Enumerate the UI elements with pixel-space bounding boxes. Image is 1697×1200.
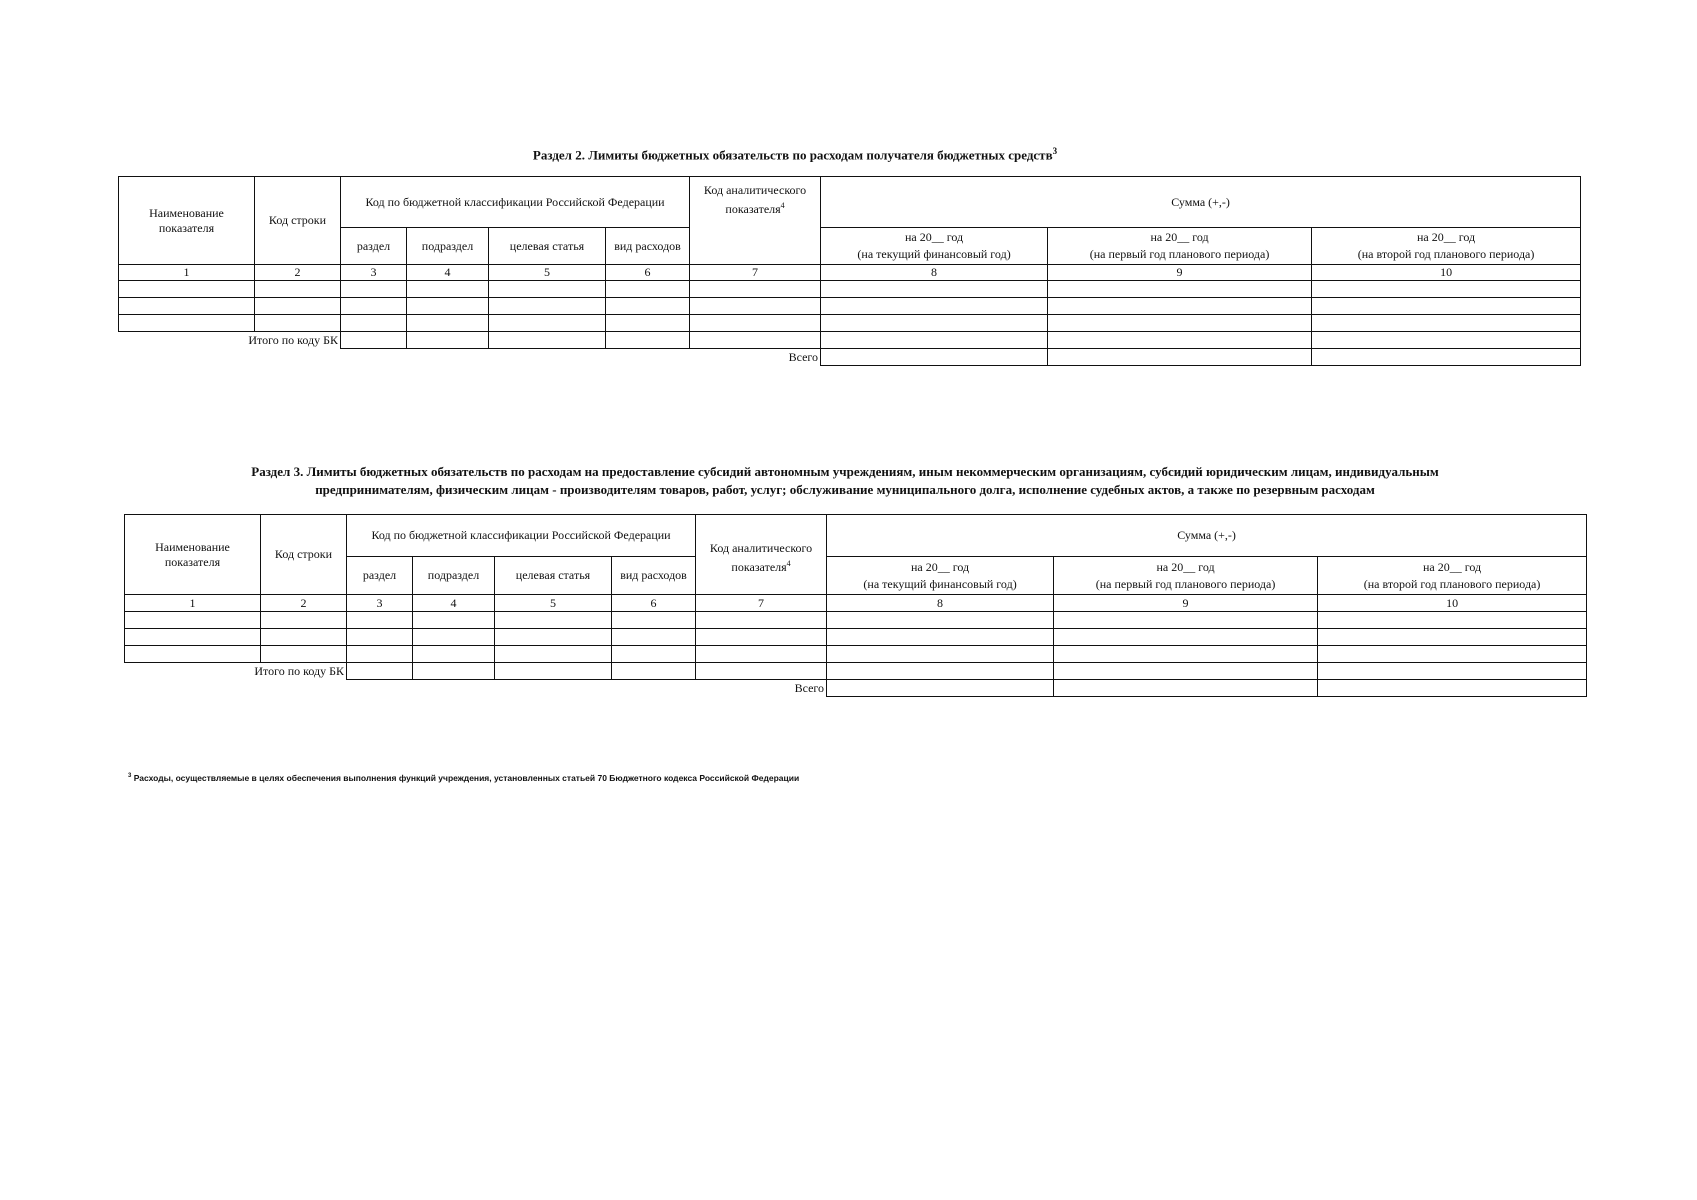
column-number: 3 — [347, 595, 413, 612]
input-cell[interactable] — [495, 612, 612, 629]
header-year-current-label: на 20__ год — [910, 559, 970, 574]
input-cell[interactable] — [125, 646, 261, 663]
table-row — [119, 298, 1581, 315]
section-2-title-text: Раздел 2. Лимиты бюджетных обязательств по расходам получателя бюджетных средств — [532, 147, 1053, 163]
column-number: 5 — [489, 265, 606, 281]
section-2-table — [118, 176, 1581, 366]
column-number: 7 — [690, 265, 821, 281]
input-cell[interactable] — [347, 612, 413, 629]
input-cell[interactable] — [1054, 612, 1318, 629]
input-cell[interactable] — [413, 646, 495, 663]
table-row — [125, 646, 1587, 663]
column-number: 2 — [255, 265, 341, 281]
input-cell[interactable] — [489, 281, 606, 298]
table-row — [125, 612, 1587, 629]
header-year-current-note: (на текущий финансовый год) — [857, 247, 1011, 261]
input-cell[interactable] — [407, 298, 489, 315]
input-cell[interactable] — [125, 629, 261, 646]
input-cell[interactable] — [821, 281, 1048, 298]
header-analytic-footnote-mark: 4 — [786, 559, 791, 568]
input-cell[interactable] — [261, 612, 347, 629]
header-target-article: целевая статья — [495, 557, 612, 595]
input-cell[interactable] — [1048, 315, 1312, 332]
input-cell[interactable] — [1054, 663, 1318, 680]
input-cell[interactable] — [696, 612, 827, 629]
input-cell[interactable] — [612, 663, 696, 680]
input-cell[interactable] — [696, 629, 827, 646]
input-cell[interactable] — [1318, 680, 1587, 697]
input-cell[interactable] — [1048, 298, 1312, 315]
column-number: 1 — [125, 595, 261, 612]
header-row-code: Код строки — [255, 177, 341, 265]
header-row-code: Код строки — [261, 515, 347, 595]
header-indicator-name: Наименование показателя — [125, 515, 261, 595]
header-analytic-code-text: Код аналитического показателя — [709, 541, 813, 574]
header-section: раздел — [347, 557, 413, 595]
section-3-title — [120, 463, 1570, 499]
input-cell[interactable] — [827, 663, 1054, 680]
input-cell[interactable] — [255, 298, 341, 315]
column-number: 10 — [1318, 595, 1587, 612]
input-cell[interactable] — [413, 612, 495, 629]
header-analytic-footnote-mark: 4 — [780, 201, 785, 210]
input-cell[interactable] — [1318, 629, 1587, 646]
header-year-second-plan — [1318, 557, 1587, 595]
input-cell[interactable] — [1054, 680, 1318, 697]
section-3-table — [124, 514, 1587, 697]
grand-total-label: Всего — [794, 680, 825, 695]
section-2-title-footnote-mark: 3 — [1052, 146, 1058, 156]
input-cell[interactable] — [407, 281, 489, 298]
input-cell[interactable] — [1312, 349, 1581, 366]
input-cell[interactable] — [407, 332, 489, 349]
input-cell[interactable] — [119, 315, 255, 332]
grand-total-row — [125, 680, 1587, 697]
input-cell[interactable] — [606, 281, 690, 298]
input-cell[interactable] — [1318, 663, 1587, 680]
input-cell[interactable] — [1312, 281, 1581, 298]
grand-total-label: Всего — [788, 349, 819, 364]
header-year-first-plan — [1054, 557, 1318, 595]
input-cell[interactable] — [827, 629, 1054, 646]
column-number: 4 — [413, 595, 495, 612]
header-year-first-plan-label: на 20__ год — [1156, 559, 1215, 574]
input-cell[interactable] — [347, 663, 413, 680]
input-cell[interactable] — [606, 315, 690, 332]
column-number: 3 — [341, 265, 407, 281]
header-year-first-plan — [1048, 228, 1312, 265]
header-analytic-code — [690, 177, 821, 265]
input-cell[interactable] — [125, 612, 261, 629]
input-cell[interactable] — [261, 646, 347, 663]
input-cell[interactable] — [612, 629, 696, 646]
header-expense-type: вид расходов — [606, 228, 690, 265]
input-cell[interactable] — [341, 332, 407, 349]
input-cell[interactable] — [690, 298, 821, 315]
header-year-second-plan — [1312, 228, 1581, 265]
column-number-row — [125, 595, 1587, 612]
input-cell[interactable] — [827, 646, 1054, 663]
input-cell[interactable] — [612, 646, 696, 663]
header-year-first-plan-label: на 20__ год — [1150, 230, 1209, 244]
input-cell[interactable] — [821, 298, 1048, 315]
input-cell[interactable] — [1318, 612, 1587, 629]
input-cell[interactable] — [827, 612, 1054, 629]
total-by-bk-row — [119, 332, 1581, 349]
input-cell[interactable] — [1048, 349, 1312, 366]
input-cell[interactable] — [495, 663, 612, 680]
column-number: 6 — [606, 265, 690, 281]
column-number-row — [119, 265, 1581, 281]
footnote-mark: 3 — [128, 773, 132, 780]
input-cell[interactable] — [119, 298, 255, 315]
column-number: 8 — [827, 595, 1054, 612]
input-cell[interactable] — [347, 629, 413, 646]
header-subsection: подраздел — [407, 228, 489, 265]
header-year-current — [821, 228, 1048, 265]
total-by-bk-row — [125, 663, 1587, 680]
input-cell[interactable] — [255, 315, 341, 332]
column-number: 10 — [1312, 265, 1581, 281]
header-sum: Сумма (+,-) — [821, 177, 1581, 228]
input-cell[interactable] — [1048, 332, 1312, 349]
header-year-first-plan-note: (на первый год планового периода) — [1089, 247, 1270, 261]
section-2-title — [120, 142, 1470, 164]
column-number: 4 — [407, 265, 489, 281]
header-analytic-code — [696, 515, 827, 595]
input-cell[interactable] — [606, 332, 690, 349]
input-cell[interactable] — [413, 629, 495, 646]
input-cell[interactable] — [690, 332, 821, 349]
column-number: 1 — [119, 265, 255, 281]
input-cell[interactable] — [696, 646, 827, 663]
header-indicator-name: Наименование показателя — [119, 177, 255, 265]
column-number: 6 — [612, 595, 696, 612]
column-number: 9 — [1048, 265, 1312, 281]
input-cell[interactable] — [489, 315, 606, 332]
input-cell[interactable] — [341, 281, 407, 298]
input-cell[interactable] — [821, 332, 1048, 349]
input-cell[interactable] — [1054, 629, 1318, 646]
input-cell[interactable] — [1312, 315, 1581, 332]
header-section: раздел — [341, 228, 407, 265]
input-cell[interactable] — [341, 298, 407, 315]
header-year-first-plan-note: (на первый год планового периода) — [1095, 576, 1276, 591]
input-cell[interactable] — [1048, 281, 1312, 298]
header-expense-type: вид расходов — [612, 557, 696, 595]
column-number: 8 — [821, 265, 1048, 281]
input-cell[interactable] — [821, 315, 1048, 332]
column-number: 5 — [495, 595, 612, 612]
section-3-title-line-1: Раздел 3. Лимиты бюджетных обязательств по расходам на предоставление субсидий автономным учреждениям, иным некоммерческим организациям, субсидий юридическим лицам, индивидуальным — [251, 464, 1439, 479]
column-number: 7 — [696, 595, 827, 612]
input-cell[interactable] — [606, 298, 690, 315]
input-cell[interactable] — [827, 680, 1054, 697]
input-cell[interactable] — [690, 315, 821, 332]
header-year-second-plan-note: (на второй год планового периода) — [1357, 247, 1535, 261]
header-target-article: целевая статья — [489, 228, 606, 265]
header-year-second-plan-label: на 20__ год — [1416, 230, 1476, 244]
input-cell[interactable] — [489, 298, 606, 315]
input-cell[interactable] — [413, 663, 495, 680]
column-number: 2 — [261, 595, 347, 612]
input-cell[interactable] — [1312, 332, 1581, 349]
header-sum: Сумма (+,-) — [827, 515, 1587, 557]
input-cell[interactable] — [407, 315, 489, 332]
header-year-current — [827, 557, 1054, 595]
header-year-second-plan-label: на 20__ год — [1422, 559, 1482, 574]
section-3-title-line-2: предпринимателям, физическим лицам - производителям товаров, работ, услуг; обслуживание муниципального долга, исполнение судебных актов, а также по резервным расходам — [315, 482, 1375, 497]
footnote — [128, 773, 799, 783]
input-cell[interactable] — [696, 663, 827, 680]
column-number: 9 — [1054, 595, 1318, 612]
input-cell[interactable] — [495, 629, 612, 646]
input-cell[interactable] — [347, 646, 413, 663]
header-year-second-plan-note: (на второй год планового периода) — [1363, 576, 1541, 591]
header-budget-classification: Код по бюджетной классификации Российской Федерации — [347, 515, 696, 557]
input-cell[interactable] — [341, 315, 407, 332]
total-by-bk-label: Итого по коду БК — [248, 332, 338, 347]
input-cell[interactable] — [690, 281, 821, 298]
table-row — [119, 281, 1581, 298]
input-cell[interactable] — [495, 646, 612, 663]
header-budget-classification: Код по бюджетной классификации Российской Федерации — [341, 177, 690, 228]
input-cell[interactable] — [119, 281, 255, 298]
header-analytic-code-text: Код аналитического показателя — [703, 183, 807, 216]
input-cell[interactable] — [261, 629, 347, 646]
total-by-bk-label: Итого по коду БК — [254, 663, 344, 678]
input-cell[interactable] — [1318, 646, 1587, 663]
input-cell[interactable] — [255, 281, 341, 298]
table-row — [125, 629, 1587, 646]
footnote-text: Расходы, осуществляемые в целях обеспечения выполнения функций учреждения, установленных статьей 70 Бюджетного кодекса Российской Федерации — [133, 773, 800, 783]
input-cell[interactable] — [1054, 646, 1318, 663]
input-cell[interactable] — [1312, 298, 1581, 315]
input-cell[interactable] — [489, 332, 606, 349]
table-row — [119, 315, 1581, 332]
input-cell[interactable] — [612, 612, 696, 629]
header-subsection: подраздел — [413, 557, 495, 595]
header-year-current-label: на 20__ год — [904, 230, 964, 244]
input-cell[interactable] — [821, 349, 1048, 366]
header-year-current-note: (на текущий финансовый год) — [863, 576, 1017, 591]
grand-total-row — [119, 349, 1581, 366]
